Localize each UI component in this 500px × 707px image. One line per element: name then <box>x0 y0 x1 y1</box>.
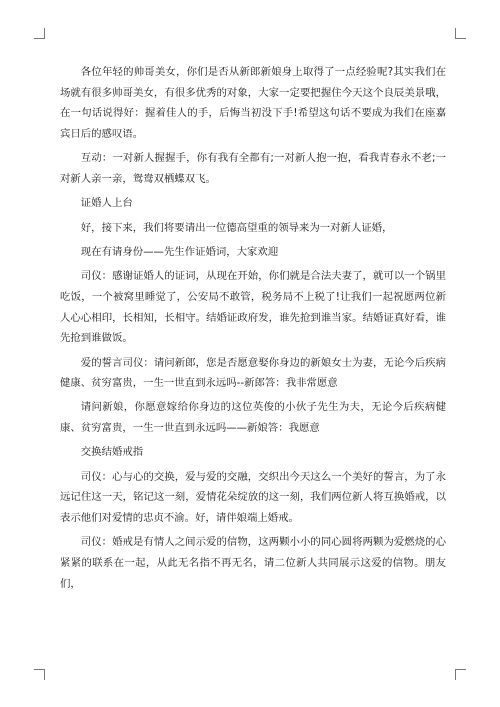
paragraph-witness-speech: 现在有请身份——先生作证婚词，大家欢迎 <box>80 245 279 258</box>
crop-mark-top-left <box>34 28 45 39</box>
paragraph-intro: 各位年轻的帅哥美女，你们是否从新郎新娘身上取得了一点经验呢?其实我们在场就有很多帅哥美女，有很多优秀的对象，大家一定要把握住今天这个良辰美景哦，在一句话说得好：握着佳人的手，后悔当初没下手!希望这句话不要成为我们在座嘉宾日后的感叹语。 <box>60 66 446 140</box>
crop-mark-bottom-right <box>455 669 466 680</box>
document-body <box>60 62 446 598</box>
paragraph-ring-meaning: 司仪：婚戒是有情人之间示爱的信物，这两颗小小的同心圆将两颗为爱燃烧的心紧紧的联系在一起，从此无名指不再无名，请二位新人共同展示这爱的信物。朋友们， <box>60 536 446 590</box>
paragraph-invite-witness: 好，接下来，我们将要请出一位德高望重的领导来为一对新人证婚， <box>80 221 393 234</box>
crop-mark-top-right <box>455 28 466 39</box>
paragraph-ring-intro: 司仪：心与心的交换，爱与爱的交融，交织出今天这么一个美好的誓言，为了永远记住这一天，铭记这一刻，爱情花朵绽放的这一刻，我们两位新人将互换婚戒，以表示他们对爱情的忠贞不渝。好，请伴娘端上婚戒。 <box>60 470 446 525</box>
heading-ring-exchange: 交换结婚戒指 <box>80 446 144 459</box>
paragraph-interaction: 互动：一对新人握握手，你有我有全都有;一对新人抱一抱，看我青春永不老;一对新人亲一亲，鸳鸯双栖蝶双飞。 <box>60 152 446 185</box>
paragraph-host-thanks: 司仪：感谢证婚人的证词，从现在开始，你们就是合法夫妻了，就可以一个锅里吃饭，一个被窝里睡觉了，公安局不敢管，税务局不上税了!让我们一起祝愿两位新人心心相印，长相知，长相守。结婚证政府发，谁先抢到谁当家。结婚证真好看，谁先抢到谁做饭。 <box>60 270 446 345</box>
crop-mark-bottom-left <box>34 669 45 680</box>
heading-witness: 证婚人上台 <box>80 197 133 210</box>
paragraph-bride-vow: 请问新娘，你愿意嫁给你身边的这位英俊的小伙子先生为夫，无论今后疾病健康、贫穷富贵，一生一世直到永远吗——新娘答：我愿意 <box>60 401 446 435</box>
paragraph-groom-vow: 爱的誓言司仪：请问新郎，您是否愿意娶你身边的新娘女士为妻，无论今后疾病健康、贫穷富贵，一生一世直到永远吗--新郎答：我非常愿意 <box>60 356 446 390</box>
